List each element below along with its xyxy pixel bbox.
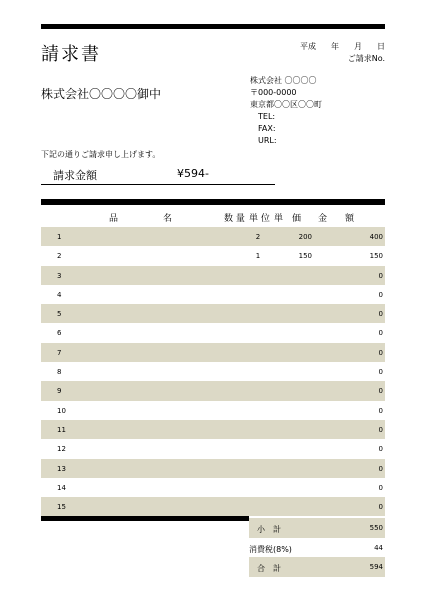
date-line xyxy=(300,41,385,52)
row-number: 5 xyxy=(57,310,62,319)
row-amount: 0 xyxy=(378,329,383,338)
row-amount: 400 xyxy=(369,233,383,241)
row-number: 6 xyxy=(57,329,62,338)
issuer-postal: 〒000-0000 xyxy=(250,88,297,97)
row-number: 1 xyxy=(57,233,62,241)
row-amount: 0 xyxy=(378,310,383,319)
table-row xyxy=(41,420,385,439)
table-row xyxy=(41,381,385,400)
table-row xyxy=(41,323,385,342)
row-quantity: 1 xyxy=(255,252,261,261)
row-amount: 0 xyxy=(378,425,383,434)
row-amount: 0 xyxy=(378,290,383,299)
issuer-company: 株式会社 〇〇〇〇 xyxy=(250,76,317,85)
billing-amount-label: 請求金額 xyxy=(53,169,97,182)
date-month: 月 xyxy=(354,42,362,51)
table-header xyxy=(41,205,385,226)
row-number: 13 xyxy=(57,464,66,473)
date-era: 平成 xyxy=(300,42,316,51)
table-row xyxy=(41,401,385,420)
request-number-label: ご請求No. xyxy=(347,54,385,63)
table-row xyxy=(41,459,385,478)
subtotal-row xyxy=(249,518,385,538)
row-number: 7 xyxy=(57,348,62,357)
row-number: 12 xyxy=(57,445,66,454)
row-number: 10 xyxy=(57,406,66,415)
row-amount: 0 xyxy=(378,445,383,454)
table-row xyxy=(41,285,385,304)
row-amount: 150 xyxy=(369,252,383,261)
row-amount: 0 xyxy=(378,503,383,512)
row-number: 11 xyxy=(57,425,66,434)
table-row xyxy=(41,304,385,323)
issuer-info xyxy=(250,75,322,147)
tax-row xyxy=(249,538,385,558)
header-price: 単 価 xyxy=(274,214,302,224)
top-rule xyxy=(41,24,385,29)
line-items xyxy=(41,227,385,516)
issuer-url: URL: xyxy=(258,136,277,145)
subtotal-label: 小 計 xyxy=(257,525,281,534)
request-note: 下記の通りご請求申し上げます。 xyxy=(41,150,161,159)
row-number: 2 xyxy=(57,252,62,261)
header-qty: 数 量 xyxy=(224,214,245,224)
row-unit-price: 150 xyxy=(298,252,312,261)
row-quantity: 2 xyxy=(255,233,261,241)
row-amount: 0 xyxy=(378,406,383,415)
row-number: 14 xyxy=(57,483,66,492)
customer-name: 株式会社〇〇〇〇御中 xyxy=(41,87,162,101)
row-unit-price: 200 xyxy=(298,233,312,241)
table-row xyxy=(41,343,385,362)
total-row xyxy=(249,557,385,577)
table-row xyxy=(41,266,385,285)
billing-amount-value: ¥594- xyxy=(177,167,209,180)
date-year: 年 xyxy=(331,42,339,51)
row-number: 9 xyxy=(57,387,62,396)
header-item: 品 名 xyxy=(109,214,173,224)
row-number: 8 xyxy=(57,368,62,377)
header-unit: 単 位 xyxy=(249,214,270,224)
total-value: 594 xyxy=(369,563,383,571)
table-row xyxy=(41,478,385,497)
header-amount: 金 額 xyxy=(318,214,355,224)
tax-label: 消費税(8%) xyxy=(249,544,292,554)
row-amount: 0 xyxy=(378,368,383,377)
table-row xyxy=(41,439,385,458)
table-bottom-rule xyxy=(41,516,249,521)
row-amount: 0 xyxy=(378,387,383,396)
table-row xyxy=(41,497,385,516)
row-number: 15 xyxy=(57,503,66,512)
row-amount: 0 xyxy=(378,464,383,473)
issuer-tel: TEL: xyxy=(258,112,276,121)
issuer-fax: FAX: xyxy=(258,124,276,133)
tax-value: 44 xyxy=(374,543,383,552)
issuer-address: 東京都〇〇区〇〇町 xyxy=(250,100,322,109)
row-number: 4 xyxy=(57,290,62,299)
row-amount: 0 xyxy=(378,271,383,280)
table-row xyxy=(41,246,385,265)
subtotal-value: 550 xyxy=(369,524,383,532)
billing-amount-row xyxy=(41,166,275,185)
table-row xyxy=(41,227,385,246)
totals-block xyxy=(249,518,385,577)
total-label: 合 計 xyxy=(257,564,281,573)
row-amount: 0 xyxy=(378,348,383,357)
document-title: 請求書 xyxy=(41,44,101,65)
row-number: 3 xyxy=(57,271,62,280)
date-day: 日 xyxy=(377,42,385,51)
row-amount: 0 xyxy=(378,483,383,492)
table-row xyxy=(41,362,385,381)
